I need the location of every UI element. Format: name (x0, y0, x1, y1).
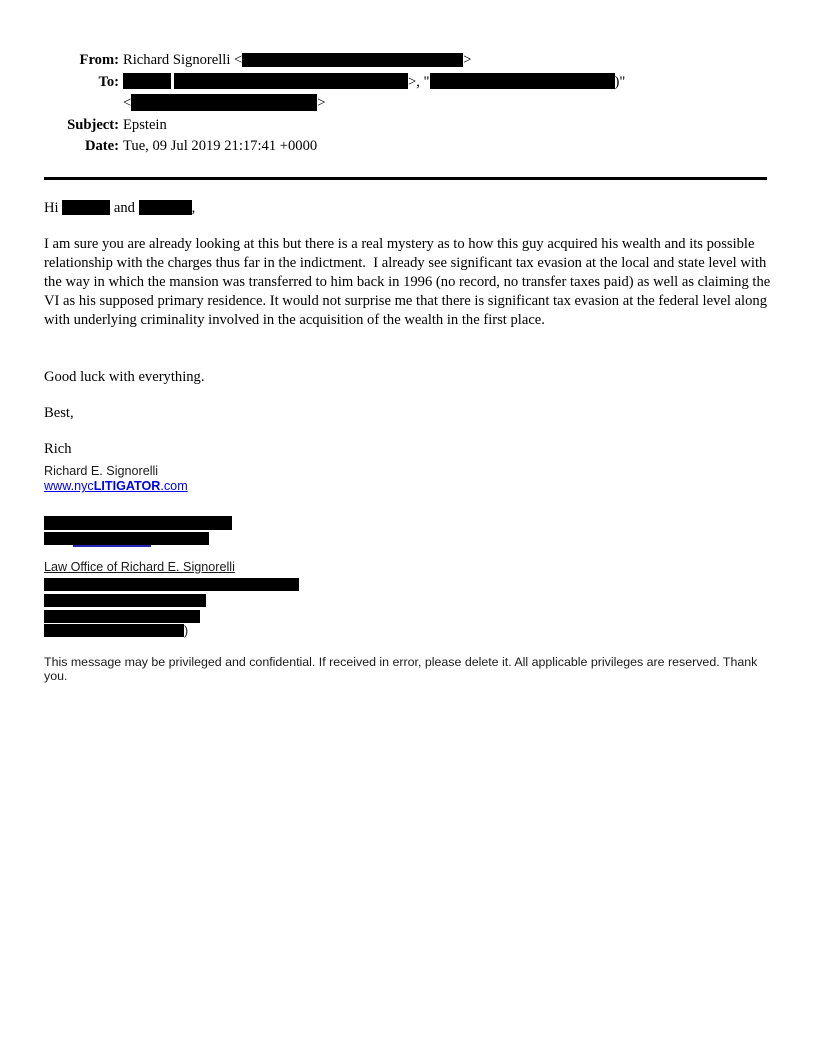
header-row-subject (44, 115, 764, 137)
from-close-bracket: > (463, 52, 472, 68)
redaction-bar (62, 200, 110, 215)
header-divider-rule (44, 177, 767, 180)
email-header (44, 50, 764, 158)
header-row-from (44, 50, 764, 72)
redaction-bar (174, 73, 408, 89)
website-bold-part[interactable]: LITIGATOR (93, 479, 161, 494)
website-link[interactable] (44, 479, 188, 493)
to-separator: >, " (408, 73, 430, 90)
redaction-bar (131, 94, 317, 111)
redaction-bar (242, 53, 463, 67)
signature-name: Richard E. Signorelli (44, 464, 159, 478)
to-separator-2: )" (614, 73, 626, 90)
to-value-line1 (123, 72, 625, 94)
redaction-bar (139, 200, 192, 215)
redacted-phone-row (44, 624, 188, 639)
to-value (123, 72, 625, 115)
website-prefix[interactable]: www.nyc (44, 479, 94, 494)
greeting-and: and (110, 200, 139, 216)
confidentiality-disclaimer: This message may be privileged and confidential. If received in error, please delete it. All applicable privileges are reserved. Thank you. (44, 655, 758, 684)
after-redaction-paren: ) (184, 624, 189, 638)
closing-name: Rich (44, 441, 72, 457)
date-value: Tue, 09 Jul 2019 21:17:41 +0000 (123, 138, 318, 155)
greeting-comma: , (191, 200, 196, 216)
redaction-bar (44, 516, 232, 530)
subject-label: Subject: (67, 116, 119, 133)
redaction-bar (44, 594, 206, 607)
to-open-bracket: < (123, 95, 132, 112)
from-sender-name: Richard Signorelli < (123, 52, 243, 68)
from-label: From: (79, 52, 119, 68)
from-value (123, 50, 472, 72)
redacted-link-underline (73, 545, 151, 547)
body-paragraph: I am sure you are already looking at this but there is a real mystery as to how this guy acquired his wealth and its possible relationship with the charges thus far in the indictment. I already see significant tax evasion at the local and state level with the way in which the mansion was transferred to him back in 1996 (no record, no transfer taxes paid) as well as claiming the VI as his supposed primary residence. It would not surprise me that there is significant tax evasion at the federal level along with underlying criminality involved in the acquisition of the wealth in the first place. (44, 236, 774, 328)
subject-value: Epstein (123, 116, 167, 133)
signature-block (44, 464, 188, 494)
redaction-bar (123, 73, 171, 89)
redaction-bar (44, 624, 184, 637)
greeting-line (44, 199, 776, 218)
header-row-date (44, 136, 764, 158)
redaction-bar (44, 578, 299, 591)
website-suffix[interactable]: .com (160, 479, 188, 494)
redaction-bar (44, 532, 209, 545)
closing-good-luck: Good luck with everything. (44, 369, 205, 385)
redaction-bar (44, 610, 200, 623)
firm-name: Law Office of Richard E. Signorelli (44, 560, 235, 574)
redaction-bar (430, 73, 615, 89)
to-value-line2 (123, 93, 625, 115)
closing-best: Best, (44, 405, 74, 421)
to-label: To: (98, 73, 119, 90)
header-row-to (44, 72, 764, 115)
to-close-bracket: > (317, 95, 326, 112)
date-label: Date: (84, 138, 119, 155)
greeting-prefix: Hi (44, 200, 63, 216)
